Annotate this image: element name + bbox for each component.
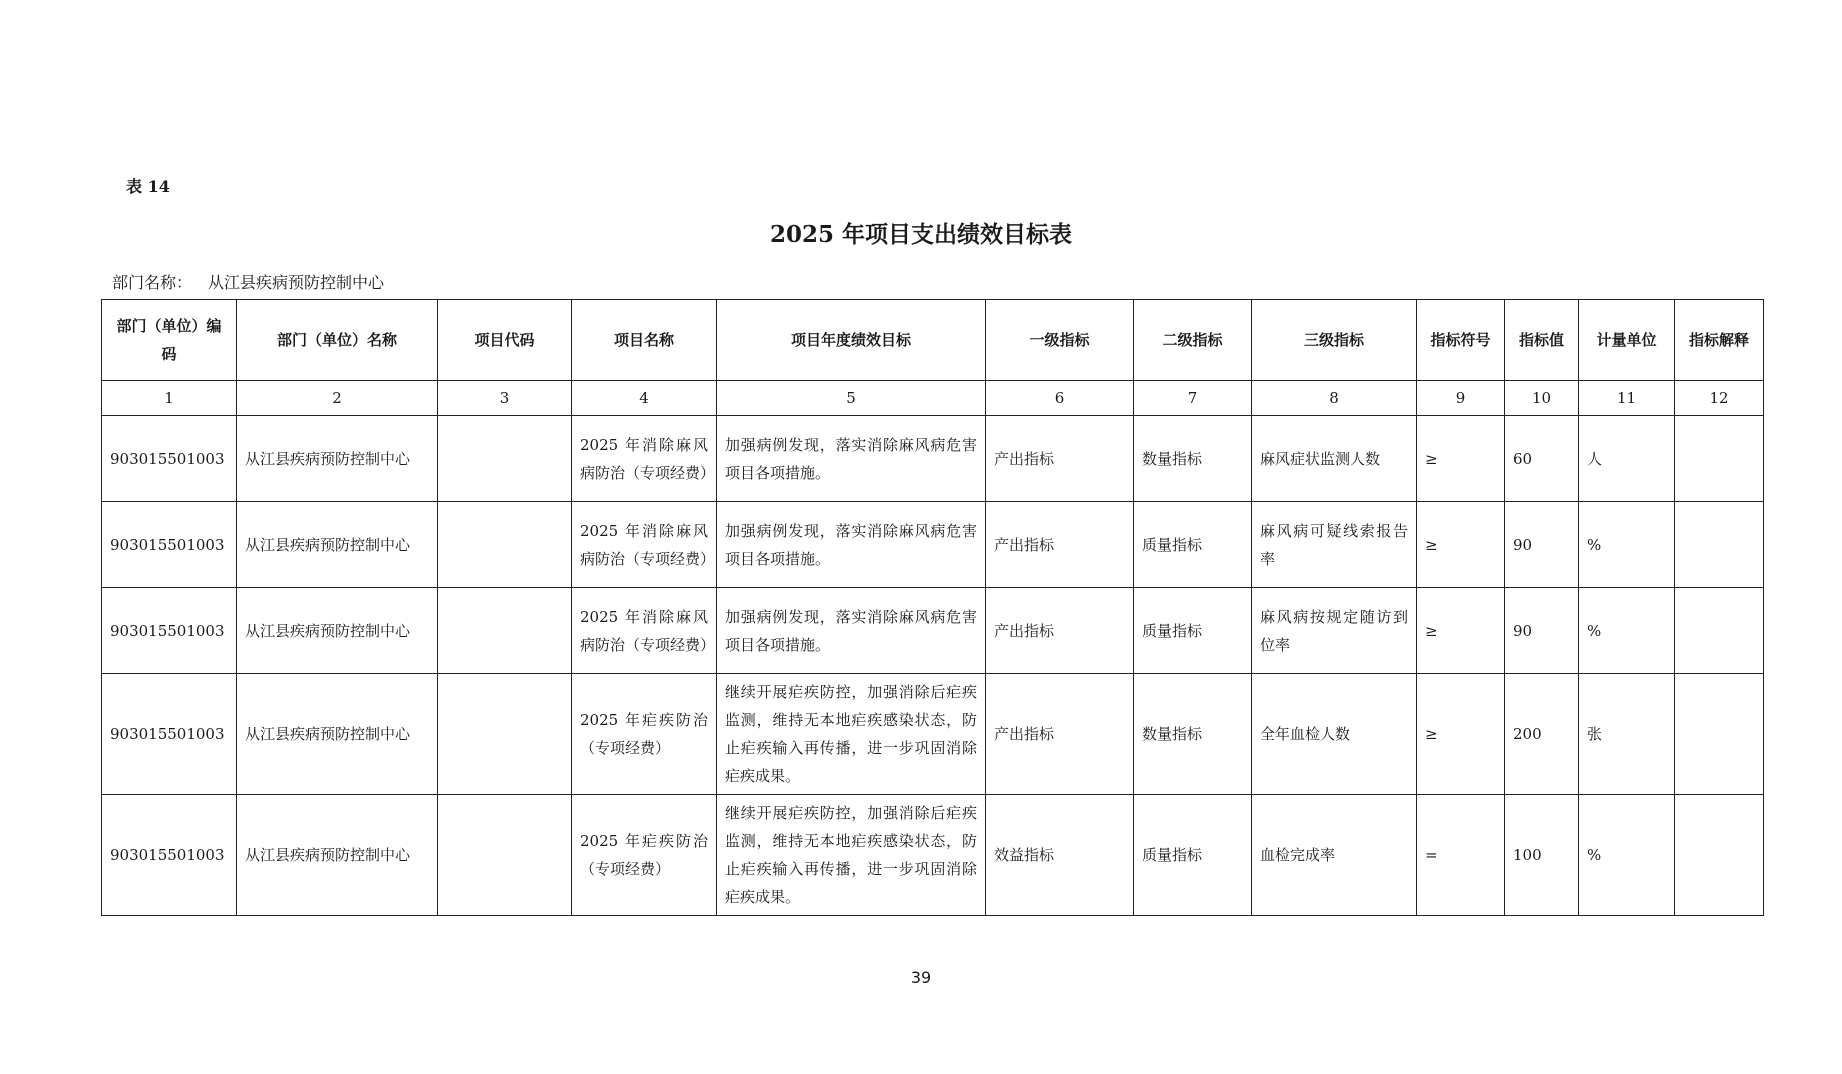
indicator-symbol-cell: ≥ <box>1417 502 1505 588</box>
table-row <box>102 502 1764 588</box>
level3-indicator-cell: 麻风病按规定随访到位率 <box>1252 588 1417 674</box>
level2-indicator-cell: 数量指标 <box>1134 416 1252 502</box>
indicator-symbol-cell: = <box>1417 795 1505 916</box>
indicator-symbol-cell: ≥ <box>1417 416 1505 502</box>
indicator-value-cell: 90 <box>1505 502 1579 588</box>
level1-indicator-cell: 产出指标 <box>986 674 1134 795</box>
measure-unit-cell: % <box>1579 588 1675 674</box>
column-index-cell: 12 <box>1675 381 1764 416</box>
project-name-cell: 2025 年消除麻风病防治（专项经费） <box>572 502 717 588</box>
table-row <box>102 416 1764 502</box>
unit-code-cell: 903015501003 <box>102 416 237 502</box>
unit-name-cell: 从江县疾病预防控制中心 <box>237 588 438 674</box>
project-name-cell: 2025 年疟疾防治（专项经费） <box>572 674 717 795</box>
indicator-explain-cell <box>1675 502 1764 588</box>
column-index-cell: 1 <box>102 381 237 416</box>
department-label: 部门名称： <box>112 273 193 292</box>
page-number: 39 <box>910 968 932 987</box>
column-index-cell: 4 <box>572 381 717 416</box>
indicator-symbol-cell: ≥ <box>1417 674 1505 795</box>
measure-unit-cell: 人 <box>1579 416 1675 502</box>
level2-indicator-cell: 质量指标 <box>1134 502 1252 588</box>
level1-indicator-cell: 产出指标 <box>986 416 1134 502</box>
header-cell: 三级指标 <box>1252 300 1417 381</box>
indicator-value-cell: 90 <box>1505 588 1579 674</box>
project-code-cell <box>438 674 572 795</box>
indicator-explain-cell <box>1675 674 1764 795</box>
column-index-cell: 6 <box>986 381 1134 416</box>
annual-goal-cell: 加强病例发现，落实消除麻风病危害项目各项措施。 <box>717 502 986 588</box>
level1-indicator-cell: 效益指标 <box>986 795 1134 916</box>
header-cell: 项目代码 <box>438 300 572 381</box>
table-row <box>102 795 1764 916</box>
measure-unit-cell: 张 <box>1579 674 1675 795</box>
project-name-cell: 2025 年消除麻风病防治（专项经费） <box>572 416 717 502</box>
header-cell: 指标值 <box>1505 300 1579 381</box>
indicator-value-cell: 100 <box>1505 795 1579 916</box>
header-row <box>102 300 1764 381</box>
level2-indicator-cell: 数量指标 <box>1134 674 1252 795</box>
annual-goal-cell: 继续开展疟疾防控，加强消除后疟疾监测，维持无本地疟疾感染状态，防止疟疾输入再传播，进一步巩固消除疟疾成果。 <box>717 674 986 795</box>
header-cell: 计量单位 <box>1579 300 1675 381</box>
performance-target-table <box>101 299 1764 916</box>
column-index-cell: 7 <box>1134 381 1252 416</box>
unit-name-cell: 从江县疾病预防控制中心 <box>237 795 438 916</box>
measure-unit-cell: % <box>1579 795 1675 916</box>
header-cell: 指标解释 <box>1675 300 1764 381</box>
header-cell: 指标符号 <box>1417 300 1505 381</box>
annual-goal-cell: 继续开展疟疾防控，加强消除后疟疾监测，维持无本地疟疾感染状态，防止疟疾输入再传播，进一步巩固消除疟疾成果。 <box>717 795 986 916</box>
column-index-cell: 10 <box>1505 381 1579 416</box>
unit-name-cell: 从江县疾病预防控制中心 <box>237 416 438 502</box>
unit-code-cell: 903015501003 <box>102 795 237 916</box>
measure-unit-cell: % <box>1579 502 1675 588</box>
indicator-symbol-cell: ≥ <box>1417 588 1505 674</box>
table-row <box>102 588 1764 674</box>
page-title: 2025 年项目支出绩效目标表 <box>769 221 1073 248</box>
department-value: 从江县疾病预防控制中心 <box>208 273 385 292</box>
column-index-cell: 5 <box>717 381 986 416</box>
annual-goal-cell: 加强病例发现，落实消除麻风病危害项目各项措施。 <box>717 588 986 674</box>
header-cell: 部门（单位）编码 <box>102 300 237 381</box>
column-index-cell: 11 <box>1579 381 1675 416</box>
annual-goal-cell: 加强病例发现，落实消除麻风病危害项目各项措施。 <box>717 416 986 502</box>
table-row <box>102 674 1764 795</box>
level3-indicator-cell: 麻风症状监测人数 <box>1252 416 1417 502</box>
indicator-value-cell: 60 <box>1505 416 1579 502</box>
indicator-value-cell: 200 <box>1505 674 1579 795</box>
level1-indicator-cell: 产出指标 <box>986 502 1134 588</box>
header-cell: 项目名称 <box>572 300 717 381</box>
project-code-cell <box>438 588 572 674</box>
level2-indicator-cell: 质量指标 <box>1134 795 1252 916</box>
column-index-row <box>102 381 1764 416</box>
header-cell: 项目年度绩效目标 <box>717 300 986 381</box>
header-cell: 一级指标 <box>986 300 1134 381</box>
header-cell: 部门（单位）名称 <box>237 300 438 381</box>
indicator-explain-cell <box>1675 795 1764 916</box>
unit-name-cell: 从江县疾病预防控制中心 <box>237 502 438 588</box>
unit-code-cell: 903015501003 <box>102 674 237 795</box>
level1-indicator-cell: 产出指标 <box>986 588 1134 674</box>
column-index-cell: 2 <box>237 381 438 416</box>
level2-indicator-cell: 质量指标 <box>1134 588 1252 674</box>
unit-code-cell: 903015501003 <box>102 588 237 674</box>
project-code-cell <box>438 416 572 502</box>
project-code-cell <box>438 502 572 588</box>
project-name-cell: 2025 年疟疾防治（专项经费） <box>572 795 717 916</box>
header-cell: 二级指标 <box>1134 300 1252 381</box>
column-index-cell: 9 <box>1417 381 1505 416</box>
indicator-explain-cell <box>1675 416 1764 502</box>
unit-code-cell: 903015501003 <box>102 502 237 588</box>
level3-indicator-cell: 麻风病可疑线索报告率 <box>1252 502 1417 588</box>
level3-indicator-cell: 全年血检人数 <box>1252 674 1417 795</box>
column-index-cell: 3 <box>438 381 572 416</box>
table-label: 表 14 <box>126 177 170 196</box>
column-index-cell: 8 <box>1252 381 1417 416</box>
department-line <box>112 270 384 293</box>
unit-name-cell: 从江县疾病预防控制中心 <box>237 674 438 795</box>
indicator-explain-cell <box>1675 588 1764 674</box>
project-name-cell: 2025 年消除麻风病防治（专项经费） <box>572 588 717 674</box>
project-code-cell <box>438 795 572 916</box>
level3-indicator-cell: 血检完成率 <box>1252 795 1417 916</box>
